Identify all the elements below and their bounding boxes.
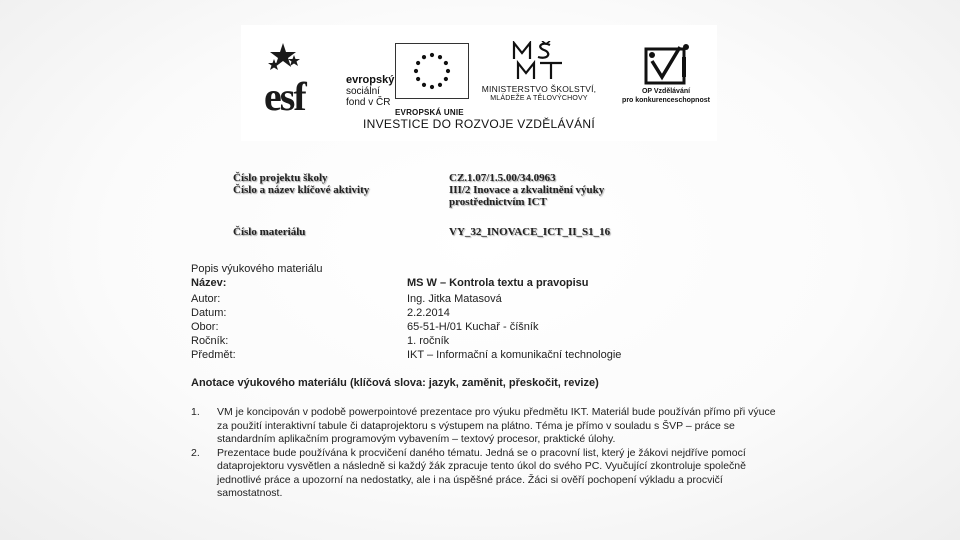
msmt-line-2: MLÁDEŽE A TĚLOVÝCHOVY <box>490 95 588 102</box>
value-key-activity-line-1: III/2 Inovace a zkvalitnění výuky <box>449 184 605 196</box>
value-project-number: CZ.1.07/1.5.00/34.0963 <box>449 172 556 184</box>
row-label-title: Název: <box>191 277 227 289</box>
op-line-2: pro konkurenceschopnost <box>622 97 710 104</box>
esf-stars-icon <box>266 43 300 75</box>
msmt-logo <box>474 41 604 103</box>
row-label-subject: Předmět: <box>191 349 236 361</box>
list-item-text: Prezentace bude používána k procvičení daného tématu. Jedná se o pracovní list, který je žákovi nejdříve pomocí dataprojektoru vysvětlen a následně si každý žák zpracuje tento úkol do svého PC. Vyučující zkontroluje společně jednotlivé práce a upozorní na nedostatky, ale i na úspěšné práce. Žáci si ověří pochopení výkladu a procvičí samostatnost. <box>217 446 746 499</box>
label-key-activity: Číslo a název klíčové aktivity <box>233 184 370 196</box>
value-material-number: VY_32_INOVACE_ICT_II_S1_16 <box>449 226 611 238</box>
value-key-activity-line-2: prostřednictvím ICT <box>449 196 547 208</box>
row-value-date: 2.2.2014 <box>407 307 450 319</box>
row-value-year: 1. ročník <box>407 335 450 347</box>
op-mark-icon <box>640 43 692 87</box>
row-value-author: Ing. Jitka Matasová <box>407 293 502 305</box>
row-value-title: MS W – Kontrola textu a pravopisu <box>407 277 589 289</box>
list-item-number: 2. <box>191 446 200 459</box>
eu-flag-icon <box>395 43 469 99</box>
msmt-line-1: MINISTERSTVO ŠKOLSTVÍ, <box>481 84 597 94</box>
description-heading: Popis výukového materiálu <box>191 263 323 275</box>
annotation-list <box>191 406 781 501</box>
esf-line: evropský <box>346 74 395 86</box>
logo-banner <box>241 25 717 141</box>
esf-line: fond v ČR <box>346 97 391 108</box>
esf-text <box>346 75 394 108</box>
row-label-year: Ročník: <box>191 335 229 347</box>
op-logo <box>619 43 713 105</box>
row-label-author: Autor: <box>191 293 221 305</box>
row-label-date: Datum: <box>191 307 227 319</box>
row-value-field: 65-51-H/01 Kuchař - číšník <box>407 321 539 333</box>
eu-logo <box>395 43 469 117</box>
eu-label: EVROPSKÁ UNIE <box>395 108 464 117</box>
label-material-number: Číslo materiálu <box>233 226 306 238</box>
list-item <box>191 406 781 447</box>
list-item <box>191 447 781 501</box>
esf-line: sociální <box>346 86 380 97</box>
esf-wordmark: esf <box>264 74 305 119</box>
msmt-mark-icon <box>508 41 570 81</box>
row-label-field: Obor: <box>191 321 219 333</box>
list-item-text: VM je koncipován v podobě powerpointové prezentace pro výuku předmětu IKT. Materiál bude používán přímo při výuce za použití interaktivní tabule či dataprojektoru s výstupem na plátno. Téma je přímo v souladu s ŠVP – práce se standardním aplikačním programovým vybavením – textový procesor, praktické úlohy. <box>217 406 776 445</box>
label-project-number: Číslo projektu školy <box>233 172 328 184</box>
banner-tagline: INVESTICE DO ROZVOJE VZDĚLÁVÁNÍ <box>362 117 595 131</box>
op-line-1: OP Vzdělávání <box>641 88 691 95</box>
annotation-heading: Anotace výukového materiálu (klíčová slova: jazyk, zaměnit, přeskočit, revize) <box>191 377 599 389</box>
list-item-number: 1. <box>191 406 200 418</box>
row-value-subject: IKT – Informační a komunikační technologie <box>407 349 622 361</box>
